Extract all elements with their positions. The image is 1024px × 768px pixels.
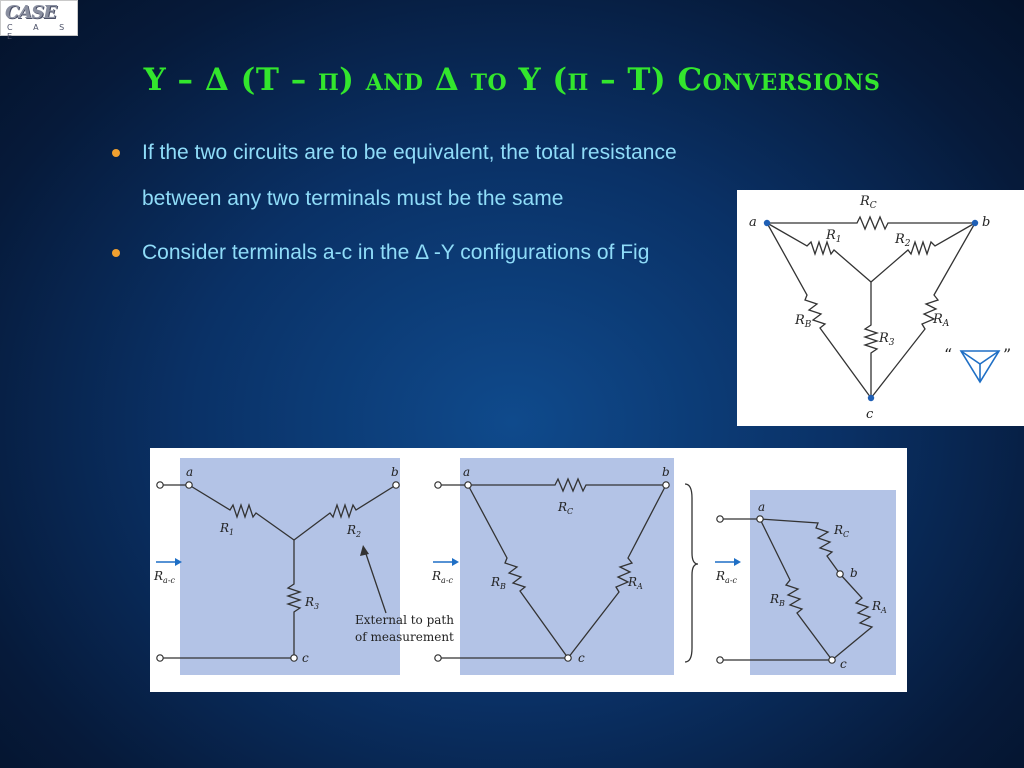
label-r3: $R_3$ [879,331,895,348]
node-a [757,516,763,522]
rac-arrow-icon [715,558,741,566]
node-c [291,655,297,661]
node-open [435,655,441,661]
wire [871,223,975,282]
bullet-dot-icon [112,149,120,157]
wire [767,217,975,229]
p3-label-a: a [758,500,766,514]
p2-label-rc: $R_C$ [558,500,574,516]
p2-label-ra: $R_A$ [628,575,643,591]
p3-label-rc: $R_C$ [834,523,850,539]
node-open [717,516,723,522]
p3-label-ra: $R_A$ [872,599,887,615]
p2-label-b: b [662,465,670,479]
node-open [435,482,441,488]
quote-close: ” [1003,345,1012,364]
wire [871,223,975,398]
node-b [972,220,978,226]
label-c: c [866,407,874,422]
node-c [565,655,571,661]
ac-measurement-diagram [150,448,907,692]
p1-label-b: b [391,465,399,479]
label-rb: $R_B$ [795,313,812,330]
label-rc: $R_C$ [860,194,877,211]
node-a [465,482,471,488]
label-ra: $R_A$ [933,312,950,329]
label-r1: $R_1$ [826,228,842,245]
p1-label-c: c [302,651,309,665]
slide-title: Y – Δ (T – π) and Δ to Y (π – T) Conversions [143,62,881,98]
panel-delta [460,458,674,675]
rac-arrow-icon [433,558,459,566]
p2-label-rac: $R_{a-c}$ [432,569,453,585]
case-logo [0,0,78,41]
node-a [764,220,770,226]
bullet-dot-icon [112,249,120,257]
node-a [186,482,192,488]
annotation-line-2: of measurement [355,630,454,644]
node-open [157,482,163,488]
p3-label-rac: $R_{a-c}$ [716,569,737,585]
delta-y-svg [737,190,1024,426]
wire [767,223,871,398]
node-b [393,482,399,488]
p1-label-r3: $R_3$ [305,595,320,611]
logo-mark: CASE [5,2,57,23]
node-open [717,657,723,663]
label-r2: $R_2$ [895,232,911,249]
bullet-list [112,130,732,284]
p1-label-a: a [186,465,194,479]
delta-y-glyph-icon [961,351,999,382]
quote-open: “ [944,345,953,364]
p2-label-a: a [463,465,471,479]
wire [767,223,871,282]
node-b [663,482,669,488]
p3-label-c: c [840,657,847,671]
logo-subtext: C A S E [7,23,74,41]
delta-y-diagram [737,190,1024,426]
measurement-svg [150,448,907,692]
p1-label-rac: $R_{a-c}$ [154,569,175,585]
p2-label-c: c [578,651,585,665]
p3-label-rb: $R_B$ [770,592,785,608]
label-b: b [982,215,991,230]
node-b [837,571,843,577]
bullet-item [112,130,732,222]
bullet-item [112,230,732,276]
p2-label-rb: $R_B$ [491,575,506,591]
p1-label-r1: $R_1$ [220,521,235,537]
wire [865,282,877,398]
bullet-text: Consider terminals a-c in the Δ -Y configurations of Fig [142,241,650,264]
node-c [829,657,835,663]
annotation-line-1: External to path [355,613,454,627]
rac-arrow-icon [156,558,182,566]
bullet-text: If the two circuits are to be equivalent, the total resistance between any two terminals must be the same [142,141,677,210]
node-c [868,395,874,401]
p1-label-r2: $R_2$ [347,523,362,539]
label-a: a [749,215,757,230]
p3-label-b: b [850,566,858,580]
node-open [157,655,163,661]
